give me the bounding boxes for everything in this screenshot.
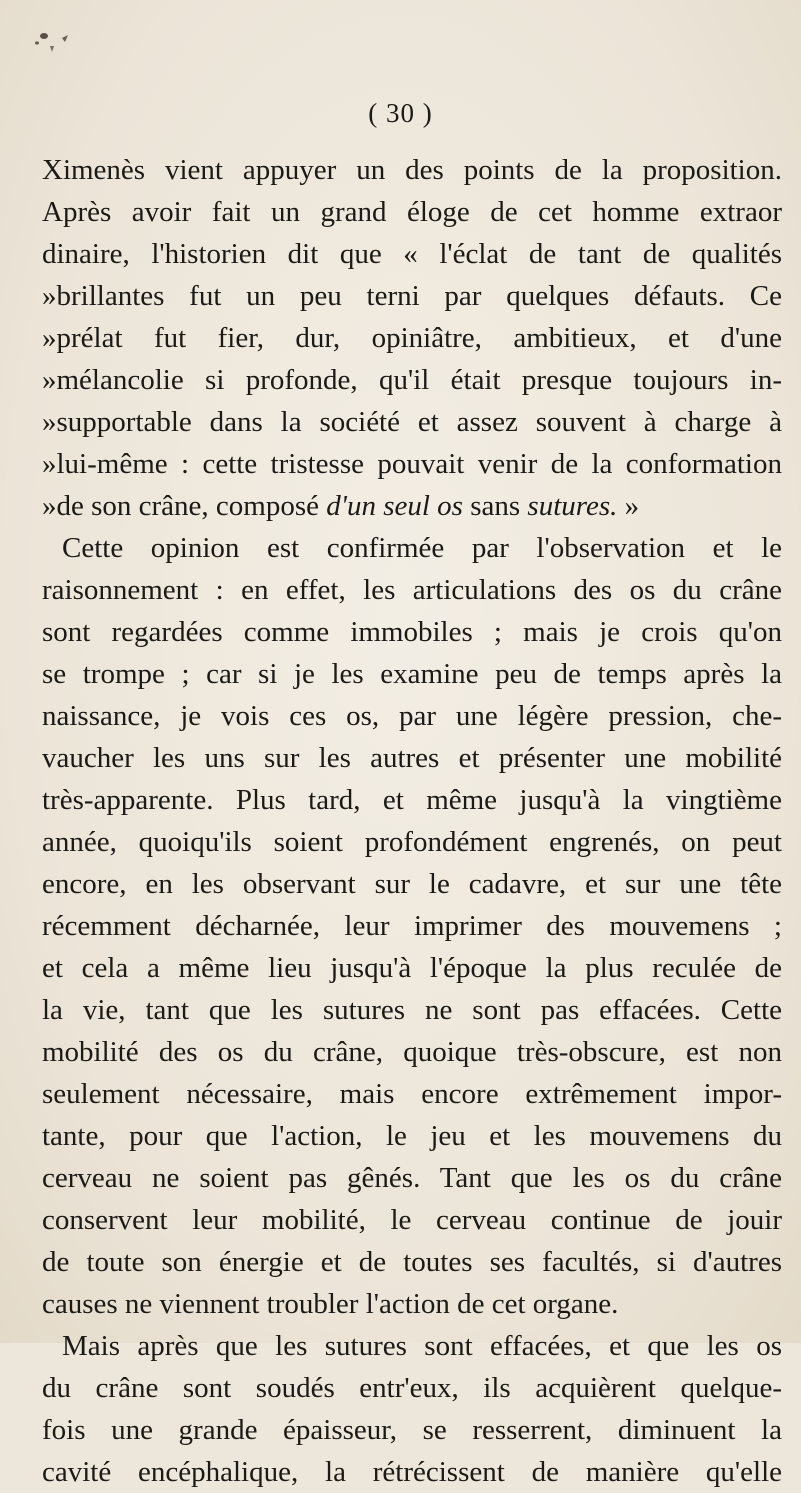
- quote-mark: »: [42, 406, 57, 438]
- text-line: lui-même : cette tristesse pouvait venir de la conformation: [56, 448, 782, 480]
- text-line: cerveau ne soient pas gênés. Tant que les os du crâne: [42, 1162, 782, 1194]
- text-line: fois une grande épaisseur, se resserrent, diminuent la: [42, 1414, 782, 1446]
- quote-mark: »: [42, 490, 57, 522]
- text-line: du crâne sont soudés entr'eux, ils acquièrent quelque-: [42, 1372, 782, 1404]
- text-line: la vie, tant que les sutures ne sont pas effacées. Cette: [42, 994, 782, 1026]
- text-line: mobilité des os du crâne, quoique très-obscure, est non: [42, 1036, 782, 1068]
- italic-phrase: d'un seul os: [326, 490, 463, 522]
- paragraph-start-line: Mais après que les sutures sont effacées, et que les os: [62, 1330, 782, 1362]
- text-line: très-apparente. Plus tard, et même jusqu'à la vingtième: [42, 784, 782, 816]
- text-line: année, quoiqu'ils soient profondément engrenés, on peut: [42, 826, 782, 858]
- text-segment: sans: [470, 490, 521, 522]
- text-line: brillantes fut un peu terni par quelques défauts. Ce: [56, 280, 782, 312]
- text-line: sont regardées comme immobiles ; mais je crois qu'on: [42, 616, 782, 648]
- text-line: Ximenès vient appuyer un des points de la proposition.: [42, 154, 782, 186]
- page-number: ( 30 ): [368, 98, 433, 128]
- ink-blot-mark: [28, 26, 88, 66]
- text-line: supportable dans la société et assez souvent à charge à: [56, 406, 782, 438]
- text-line: causes ne viennent troubler l'action de cet organe.: [42, 1288, 619, 1320]
- text-line: dinaire, l'historien dit que « l'éclat de tant de qualités: [42, 238, 782, 270]
- text-line: de toute son énergie et de toutes ses facultés, si d'autres: [42, 1246, 782, 1278]
- text-line: conservent leur mobilité, le cerveau continue de jouir: [42, 1204, 782, 1236]
- text-line: se trompe ; car si je les examine peu de temps après la: [42, 658, 782, 690]
- text-line: et cela a même lieu jusqu'à l'époque la plus reculée de: [42, 952, 782, 984]
- text-line: tante, pour que l'action, le jeu et les mouvemens du: [42, 1120, 782, 1152]
- closing-quote: »: [624, 490, 640, 522]
- text-line: Après avoir fait un grand éloge de cet homme extraor: [42, 196, 782, 228]
- text-line: vaucher les uns sur les autres et présenter une mobilité: [42, 742, 782, 774]
- quoted-line: [42, 443, 782, 485]
- text-segment: de son crâne, composé: [56, 490, 320, 522]
- text-line: récemment décharnée, leur imprimer des mouvemens ;: [42, 910, 782, 942]
- quote-mark: »: [42, 280, 57, 312]
- quoted-line: [42, 275, 782, 317]
- text-line: naissance, je vois ces os, par une légère pression, che-: [42, 700, 782, 732]
- italic-phrase: sutures.: [527, 490, 618, 522]
- quoted-line: [42, 485, 782, 527]
- quoted-line: [42, 317, 782, 359]
- quote-mark: »: [42, 364, 57, 396]
- quoted-line: [42, 401, 782, 443]
- text-line: cavité encéphalique, la rétrécissent de manière qu'elle: [42, 1456, 782, 1488]
- paragraph-start-line: Cette opinion est confirmée par l'observation et le: [62, 532, 782, 564]
- text-line: encore, en les observant sur le cadavre, et sur une tête: [42, 868, 782, 900]
- quoted-line: [42, 359, 782, 401]
- text-line: mélancolie si profonde, qu'il était presque toujours in-: [56, 364, 782, 396]
- text-line: seulement nécessaire, mais encore extrêmement impor-: [42, 1078, 782, 1110]
- quote-mark: »: [42, 322, 57, 354]
- quote-mark: »: [42, 448, 57, 480]
- text-line: raisonnement : en effet, les articulations des os du crâne: [42, 574, 782, 606]
- text-line: prélat fut fier, dur, opiniâtre, ambitieux, et d'une: [56, 322, 782, 354]
